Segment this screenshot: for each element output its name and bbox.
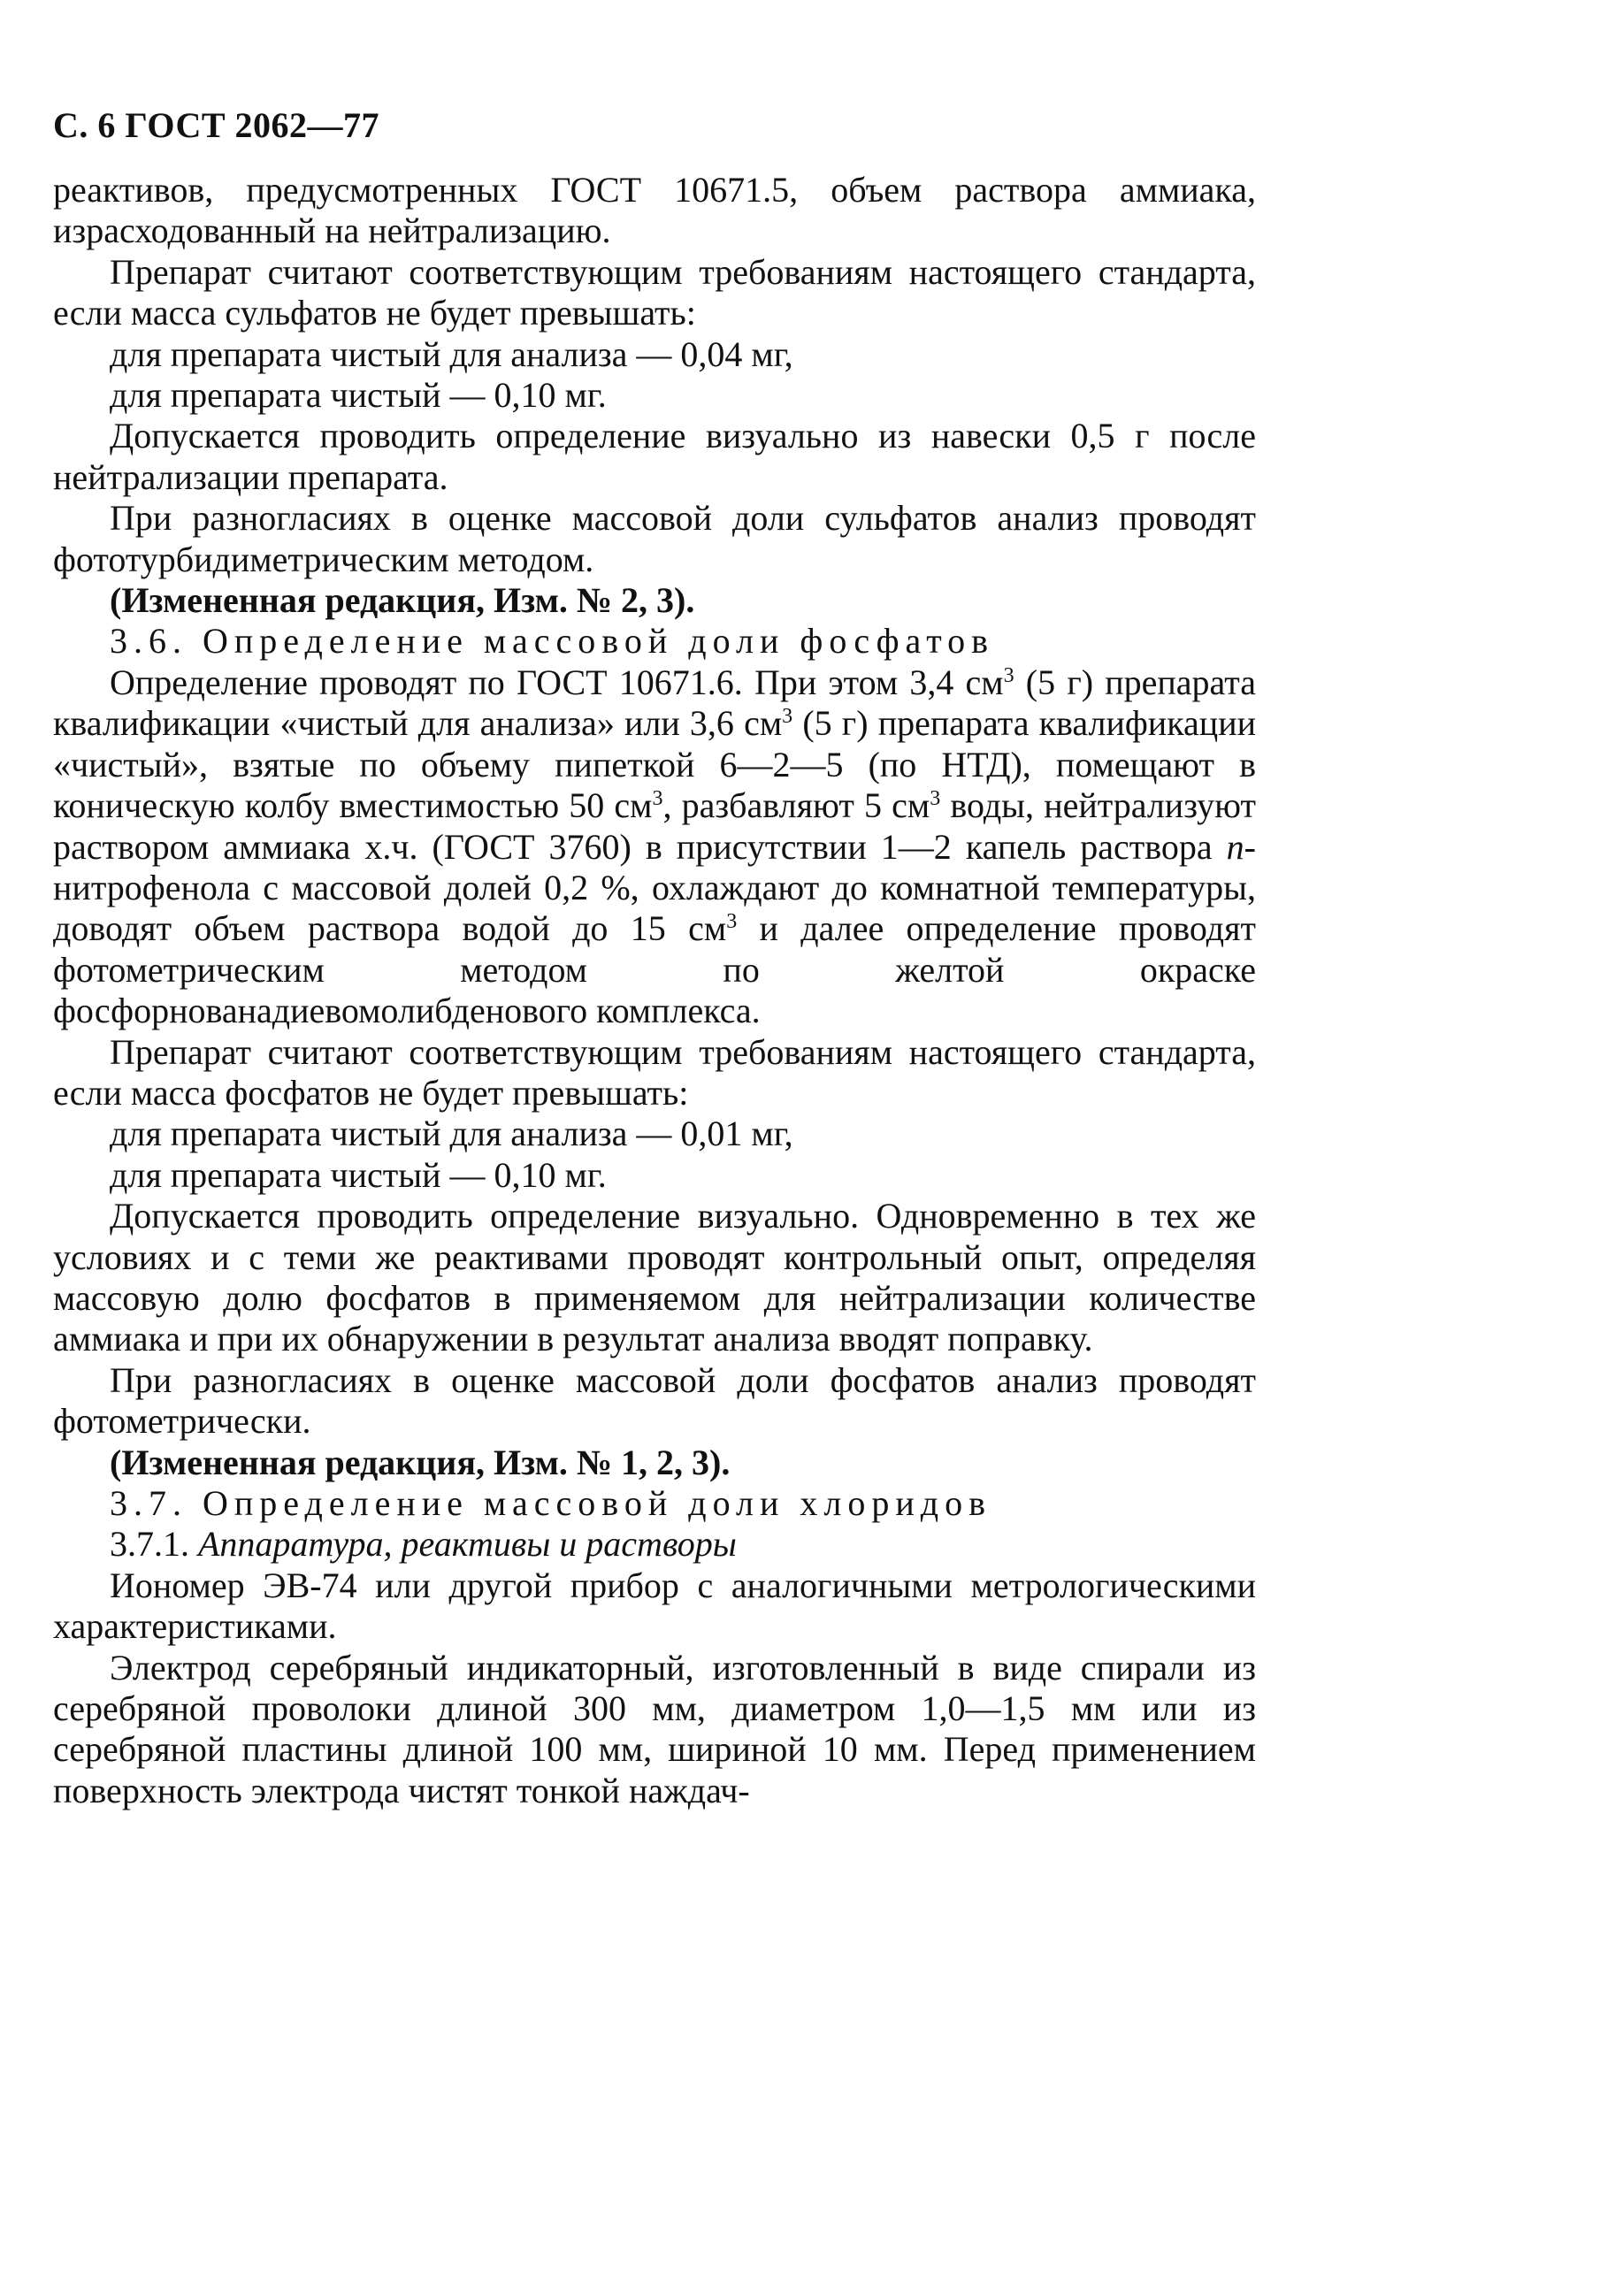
- paragraph: Препарат считают соответствующим требованиям настоящего стандарта, если масса фосфатов не будет превышать:: [53, 1031, 1256, 1113]
- paragraph: реактивов, предусмотренных ГОСТ 10671.5, объем раствора аммиака, израсходованный на нейтрализацию.: [53, 170, 1256, 251]
- paragraph: Допускается проводить определение визуально из навески 0,5 г после нейтрализации препарата.: [53, 416, 1256, 497]
- list-item: для препарата чистый для анализа — 0,01 мг,: [110, 1114, 793, 1154]
- paragraph: Препарат считают соответствующим требованиям настоящего стандарта, если масса сульфатов не будет превышать:: [53, 251, 1256, 333]
- list-item: для препарата чистый для анализа — 0,04 мг,: [110, 333, 793, 374]
- paragraph: При разногласиях в оценке массовой доли фосфатов анализ проводят фотометрически.: [53, 1359, 1256, 1442]
- superscript: 3: [930, 787, 941, 811]
- subsection-title: Аппаратура, реактивы и растворы: [198, 1524, 737, 1565]
- list-item: для препарата чистый — 0,10 мг.: [110, 375, 607, 416]
- text-run: (5 г) препарата квалификации «чистый», взятые по объему пипеткой 6—2—5 (по НТД), помещают в коническую колбу вместимостью 50 см: [53, 703, 1257, 826]
- superscript: 3: [1003, 663, 1014, 687]
- text-run: Определение проводят по ГОСТ 10671.6. При этом 3,4 см: [110, 662, 1004, 702]
- subsection-number: 3.7.1.: [110, 1524, 198, 1565]
- paragraph: Допускается проводить определение визуально. Одновременно в тех же условиях и с теми же реактивами проводят контрольный опыт, определяя массовую долю фосфатов в применяемом для нейтрализации количестве аммиака и при их обнаружении в результат анализа вводят поправку.: [53, 1196, 1256, 1359]
- text-run: (5 г) препарата квалификации «чистый для анализа» или 3,6 см: [53, 662, 1256, 744]
- document-body: [53, 170, 1256, 1811]
- amendment-note: (Измененная редакция, Изм. № 2, 3).: [110, 580, 695, 621]
- superscript: 3: [782, 705, 793, 729]
- page-header: С. 6 ГОСТ 2062—77: [53, 105, 380, 145]
- text-run: воды, нейтрализуют раствором аммиака х.ч. (ГОСТ 3760) в присутствии 1—2 капель раствора: [53, 785, 1257, 867]
- subsection-heading: [53, 1524, 1256, 1565]
- text-run: и далее определение проводят фотометрическим методом по желтой окраске фосфорнованадиевомолибденового комплекса.: [53, 908, 1256, 1031]
- paragraph: Иономер ЭВ-74 или другой прибор с аналогичными метрологическими характеристиками.: [53, 1565, 1256, 1647]
- amendment-note: (Измененная редакция, Изм. № 1, 2, 3).: [110, 1442, 731, 1482]
- section-heading: 3.6. Определение массовой доли фосфатов: [110, 621, 995, 662]
- paragraph: При разногласиях в оценке массовой доли сульфатов анализ проводят фототурбидиметрическим методом.: [53, 498, 1256, 579]
- superscript: 3: [726, 910, 738, 934]
- section-heading: 3.7. Определение массовой доли хлоридов: [110, 1483, 992, 1523]
- list-item: для препарата чистый — 0,10 мг.: [110, 1154, 607, 1195]
- text-run-italic: п: [1226, 826, 1244, 867]
- paragraph: Электрод серебряный индикаторный, изготовленный в виде спирали из серебряной проволоки длиной 300 мм, диаметром 1,0—1,5 мм или из серебряной пластины длиной 100 мм, шириной 10 мм. Перед применением поверхность электрода чистят тонкой наждач-: [53, 1647, 1256, 1810]
- superscript: 3: [652, 787, 663, 811]
- text-run: , разбавляют 5 см: [662, 785, 930, 826]
- paragraph: [53, 662, 1256, 1032]
- document-page: [53, 104, 1256, 1811]
- text-run: -нитрофенола с массовой долей 0,2 %, охлаждают до комнатной температуры, доводят объем раствора водой до 15 см: [53, 826, 1256, 949]
